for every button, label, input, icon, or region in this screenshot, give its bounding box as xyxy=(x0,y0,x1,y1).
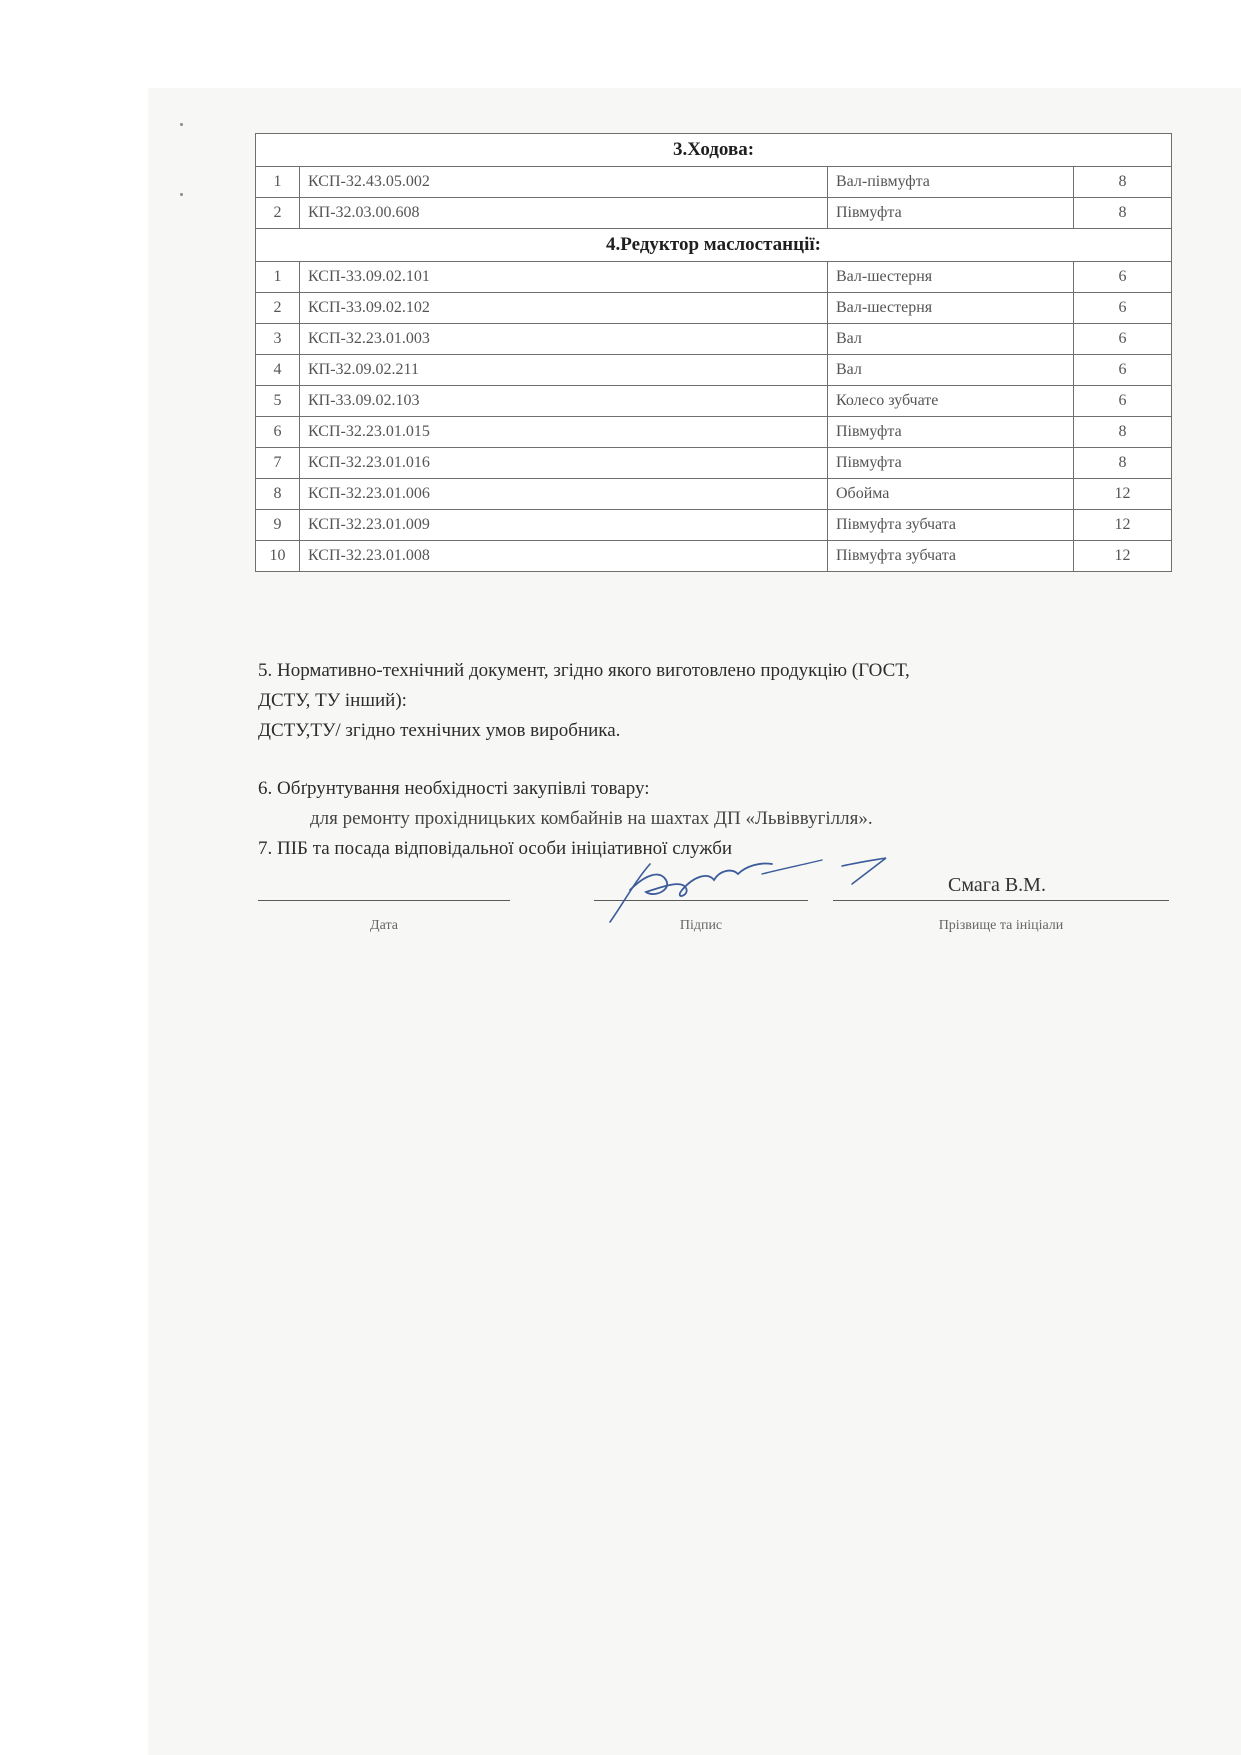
row-number-cell: 6 xyxy=(256,417,300,448)
part-code-cell: КП-33.09.02.103 xyxy=(300,386,828,417)
part-code-cell: КСП-32.23.01.008 xyxy=(300,541,828,572)
parts-table xyxy=(255,133,1172,572)
scan-speck xyxy=(180,193,183,196)
scan-speck xyxy=(180,123,183,126)
handwritten-signature xyxy=(590,840,920,930)
row-number-cell: 7 xyxy=(256,448,300,479)
item-5-block xyxy=(258,656,910,746)
table-row xyxy=(256,417,1172,448)
quantity-cell: 6 xyxy=(1074,355,1172,386)
part-name-cell: Півмуфта зубчата xyxy=(828,541,1074,572)
row-number-cell: 5 xyxy=(256,386,300,417)
part-name-cell: Вал-шестерня xyxy=(828,262,1074,293)
row-number-cell: 9 xyxy=(256,510,300,541)
table-row xyxy=(256,198,1172,229)
signature-stroke xyxy=(610,864,650,922)
table-row xyxy=(256,293,1172,324)
signature-stroke xyxy=(842,858,886,884)
signature-stroke xyxy=(630,863,772,895)
date-line xyxy=(258,900,510,901)
part-code-cell: КСП-32.23.01.016 xyxy=(300,448,828,479)
quantity-cell: 8 xyxy=(1074,417,1172,448)
table-row xyxy=(256,479,1172,510)
quantity-cell: 12 xyxy=(1074,541,1172,572)
row-number-cell: 3 xyxy=(256,324,300,355)
quantity-cell: 8 xyxy=(1074,198,1172,229)
row-number-cell: 2 xyxy=(256,293,300,324)
quantity-cell: 6 xyxy=(1074,386,1172,417)
part-name-cell: Півмуфта xyxy=(828,198,1074,229)
signature-caption: Підпис xyxy=(679,918,723,933)
date-caption: Дата xyxy=(370,918,398,933)
quantity-cell: 12 xyxy=(1074,479,1172,510)
quantity-cell: 8 xyxy=(1074,167,1172,198)
name-caption: Прізвище та ініціали xyxy=(938,918,1064,933)
item-7-line-1: 7. ПІБ та посада відповідальної особи ініціативної служби xyxy=(258,838,733,859)
table-row xyxy=(256,541,1172,572)
table-row xyxy=(256,386,1172,417)
item-5-line-1: 5. Нормативно-технічний документ, згідно якого виготовлено продукцію (ГОСТ, xyxy=(258,660,910,681)
row-number-cell: 2 xyxy=(256,198,300,229)
part-name-cell: Обойма xyxy=(828,479,1074,510)
part-name-cell: Вал xyxy=(828,355,1074,386)
table-row xyxy=(256,167,1172,198)
item-5-line-3: ДСТУ,ТУ/ згідно технічних умов виробника. xyxy=(258,720,621,741)
part-name-cell: Півмуфта зубчата xyxy=(828,510,1074,541)
part-code-cell: КСП-32.23.01.006 xyxy=(300,479,828,510)
item-6-line-2: для ремонту прохідницьких комбайнів на шахтах ДП «Львіввугілля». xyxy=(310,808,873,829)
section-header-row xyxy=(256,229,1172,262)
quantity-cell: 6 xyxy=(1074,324,1172,355)
section-header-row xyxy=(256,134,1172,167)
parts-table-body xyxy=(256,134,1172,572)
signature-stroke xyxy=(762,860,822,874)
responsible-person-name: Смага В.М. xyxy=(948,874,1046,896)
part-code-cell: КСП-32.23.01.009 xyxy=(300,510,828,541)
item-6-line-1: 6. Обґрунтування необхідності закупівлі товару: xyxy=(258,778,650,799)
row-number-cell: 1 xyxy=(256,262,300,293)
table-row xyxy=(256,355,1172,386)
part-code-cell: КСП-32.43.05.002 xyxy=(300,167,828,198)
part-code-cell: КСП-32.23.01.003 xyxy=(300,324,828,355)
part-name-cell: Колесо зубчате xyxy=(828,386,1074,417)
quantity-cell: 6 xyxy=(1074,262,1172,293)
row-number-cell: 4 xyxy=(256,355,300,386)
part-code-cell: КП-32.03.00.608 xyxy=(300,198,828,229)
part-name-cell: Вал-шестерня xyxy=(828,293,1074,324)
part-code-cell: КСП-32.23.01.015 xyxy=(300,417,828,448)
section-title: 3.Ходова: xyxy=(256,134,1172,167)
table-row xyxy=(256,324,1172,355)
part-name-cell: Півмуфта xyxy=(828,448,1074,479)
quantity-cell: 8 xyxy=(1074,448,1172,479)
part-name-cell: Вал xyxy=(828,324,1074,355)
table-row xyxy=(256,448,1172,479)
table-row xyxy=(256,510,1172,541)
part-name-cell: Вал-півмуфта xyxy=(828,167,1074,198)
row-number-cell: 1 xyxy=(256,167,300,198)
quantity-cell: 12 xyxy=(1074,510,1172,541)
item-5-line-2: ДСТУ, ТУ інший): xyxy=(258,690,407,711)
row-number-cell: 8 xyxy=(256,479,300,510)
section-title: 4.Редуктор маслостанції: xyxy=(256,229,1172,262)
table-row xyxy=(256,262,1172,293)
row-number-cell: 10 xyxy=(256,541,300,572)
part-name-cell: Півмуфта xyxy=(828,417,1074,448)
quantity-cell: 6 xyxy=(1074,293,1172,324)
part-code-cell: КСП-33.09.02.101 xyxy=(300,262,828,293)
part-code-cell: КП-32.09.02.211 xyxy=(300,355,828,386)
part-code-cell: КСП-33.09.02.102 xyxy=(300,293,828,324)
